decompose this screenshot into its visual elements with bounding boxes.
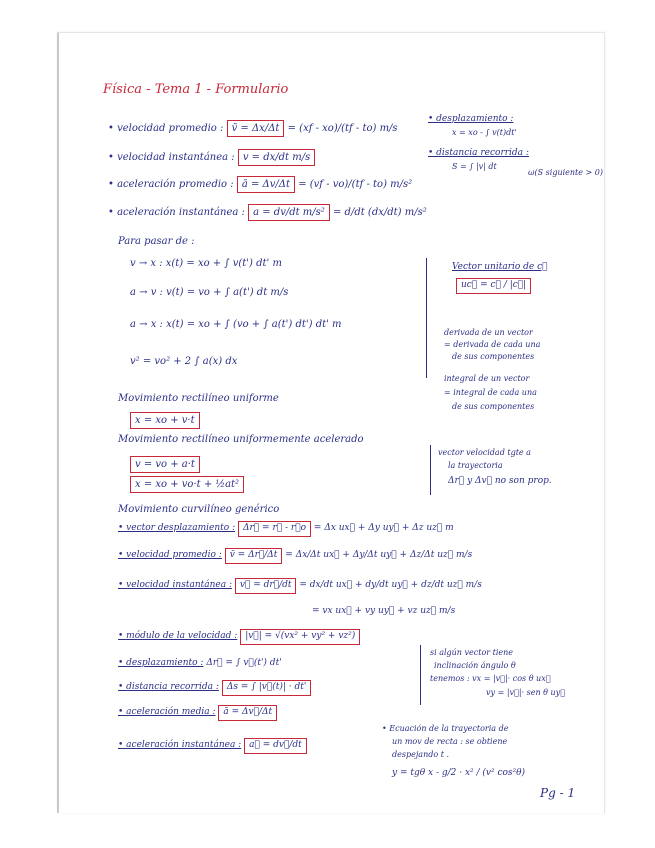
avg-velocity-rest: = (xf - xo)/(tf - to) m/s xyxy=(287,123,398,134)
inst-velocity-formula: v = dx/dt m/s xyxy=(238,149,315,166)
integration-step-1: v → x : x(t) = xo + ∫ v(t') dt' m xyxy=(130,258,282,269)
mrua-formula-2: x = xo + vo·t + ½at² xyxy=(130,476,244,493)
right-bracket-3 xyxy=(420,645,421,705)
displacement-vector-formula: Δr⃗ = r⃗ - r⃗o xyxy=(238,521,311,537)
trajectory-formula: y = tgθ x - g/2 · x² / (v² cos²θ) xyxy=(392,768,526,778)
displacement-vector-row xyxy=(118,521,454,537)
right-distance-head: • distancia recorrida : xyxy=(428,148,529,158)
displacement-integral-row xyxy=(118,658,282,668)
curvilinear-heading: Movimiento curvilíneo genérico xyxy=(118,504,280,515)
velocity-modulus-formula: |v⃗| = √(vx² + vy² + vz²) xyxy=(240,629,360,645)
distance-label: • distancia recorrida : xyxy=(118,682,219,692)
inst-velocity-label: • velocidad instantánea : xyxy=(108,152,235,163)
right-distance-note: ω(S siguiente > 0) xyxy=(528,168,603,177)
tangent-note-2: la trayectoria xyxy=(448,461,503,470)
integral-note-2: = integral de cada una xyxy=(444,388,537,397)
avg-accel-row xyxy=(108,176,412,193)
trajectory-note-1: • Ecuación de la trayectoria de xyxy=(382,724,509,733)
inst-velocity-vector-label: • velocidad instantánea : xyxy=(118,580,232,590)
inst-velocity-components: = vx ux⃗ + vy uy⃗ + vz uz⃗ m/s xyxy=(312,606,456,616)
angle-note-4: vy = |v⃗|· sen θ uy⃗ xyxy=(486,688,565,697)
avg-accel-label: • aceleración promedio : xyxy=(108,179,234,190)
inst-velocity-vector-row xyxy=(118,578,482,594)
unit-vector-formula: uc⃗ = c⃗ / |c⃗| xyxy=(456,278,531,294)
avg-accel-rest: = (vf - vo)/(tf - to) m/s² xyxy=(298,179,413,190)
distance-formula: Δs = ∫ |v⃗(t)| · dt' xyxy=(222,680,312,696)
integral-note-3: de sus componentes xyxy=(452,402,535,411)
right-bracket-2 xyxy=(430,445,431,495)
avg-velocity-formula: v̄ = Δx/Δt xyxy=(227,120,285,137)
right-displacement-formula: x = xo - ∫ v(t)dt' xyxy=(452,128,517,137)
avg-velocity-vector-row xyxy=(118,548,472,564)
avg-velocity-vector-label: • velocidad promedio : xyxy=(118,550,222,560)
inst-accel-vector-formula: a⃗ = dv⃗/dt xyxy=(244,738,307,754)
inst-velocity-row xyxy=(108,149,315,166)
mrua-formula-2-wrap xyxy=(130,476,244,493)
avg-velocity-label: • velocidad promedio : xyxy=(108,123,224,134)
inst-accel-formula: a = dv/dt m/s² xyxy=(248,204,330,221)
inst-accel-label: • aceleración instantánea : xyxy=(108,207,245,218)
velocity-modulus-label: • módulo de la velocidad : xyxy=(118,631,238,641)
displacement-vector-label: • vector desplazamiento : xyxy=(118,523,236,533)
right-bracket-1 xyxy=(426,258,427,378)
mrua-formula-1-wrap xyxy=(130,456,200,473)
displacement-integral-formula: Δr⃗ = ∫ v⃗(t') dt' xyxy=(206,658,282,668)
trajectory-note-3: despejando t . xyxy=(392,750,449,759)
mean-accel-formula: ā = Δv⃗/Δt xyxy=(218,705,277,721)
avg-velocity-vector-rest: = Δx/Δt ux⃗ + Δy/Δt uy⃗ + Δz/Δt uz⃗ m/s xyxy=(285,550,473,560)
integral-note-1: integral de un vector xyxy=(444,374,530,383)
displacement-vector-rest: = Δx ux⃗ + Δy uy⃗ + Δz uz⃗ m xyxy=(313,523,454,533)
inst-velocity-vector-formula: v⃗ = dr⃗/dt xyxy=(235,578,297,594)
derivative-note-1: derivada de un vector xyxy=(444,328,533,337)
mrua-formula-1: v = vo + a·t xyxy=(130,456,200,473)
mru-formula-wrap xyxy=(130,412,200,429)
right-distance-formula: S = ∫ |v| dt xyxy=(452,162,497,171)
integration-step-2: a → v : v(t) = vo + ∫ a(t') dt m/s xyxy=(130,287,289,298)
derivative-note-3: de sus componentes xyxy=(452,352,535,361)
avg-velocity-vector-formula: v̄ = Δr⃗/Δt xyxy=(225,548,283,564)
derivative-note-2: = derivada de cada una xyxy=(444,340,541,349)
inst-velocity-vector-rest: = dx/dt ux⃗ + dy/dt uy⃗ + dz/dt uz⃗ m/s xyxy=(299,580,482,590)
mean-accel-label: • aceleración media : xyxy=(118,707,216,717)
unit-vector-head: Vector unitario de c⃗ xyxy=(452,262,548,272)
integration-step-4: v² = vo² + 2 ∫ a(x) dx xyxy=(130,356,238,367)
velocity-modulus-row xyxy=(118,629,360,645)
trajectory-note-2: un mov de recta : se obtiene xyxy=(392,737,508,746)
avg-accel-formula: ā = Δv/Δt xyxy=(237,176,295,193)
mru-formula: x = xo + v·t xyxy=(130,412,200,429)
mru-heading: Movimiento rectilíneo uniforme xyxy=(118,393,279,404)
mean-accel-row xyxy=(118,705,277,721)
mrua-heading: Movimiento rectilíneo uniformemente acelerado xyxy=(118,434,364,445)
inst-accel-vector-label: • aceleración instantánea : xyxy=(118,740,242,750)
page-title: Física - Tema 1 - Formulario xyxy=(103,82,289,97)
angle-note-2: inclinación ángulo θ xyxy=(434,661,516,670)
page-number: Pg - 1 xyxy=(540,786,576,800)
inst-accel-row xyxy=(108,204,427,221)
para-pasar-heading: Para pasar de : xyxy=(118,236,195,247)
tangent-note-3: Δr⃗ y Δv⃗ no son prop. xyxy=(448,476,552,486)
distance-row xyxy=(118,680,311,696)
right-displacement-head: • desplazamiento : xyxy=(428,114,514,124)
integration-step-3: a → x : x(t) = xo + ∫ (vo + ∫ a(t') dt') dt' m xyxy=(130,319,342,330)
angle-note-1: si algún vector tiene xyxy=(430,648,514,657)
displacement-integral-label: • desplazamiento : xyxy=(118,658,204,668)
angle-note-3: tenemos : vx = |v⃗|· cos θ ux⃗ xyxy=(430,674,551,683)
avg-velocity-row xyxy=(108,120,398,137)
unit-vector-formula-wrap xyxy=(456,278,531,294)
inst-accel-rest: = d/dt (dx/dt) m/s² xyxy=(333,207,427,218)
tangent-note-1: vector velocidad tgte a xyxy=(438,448,531,457)
inst-accel-vector-row xyxy=(118,738,307,754)
